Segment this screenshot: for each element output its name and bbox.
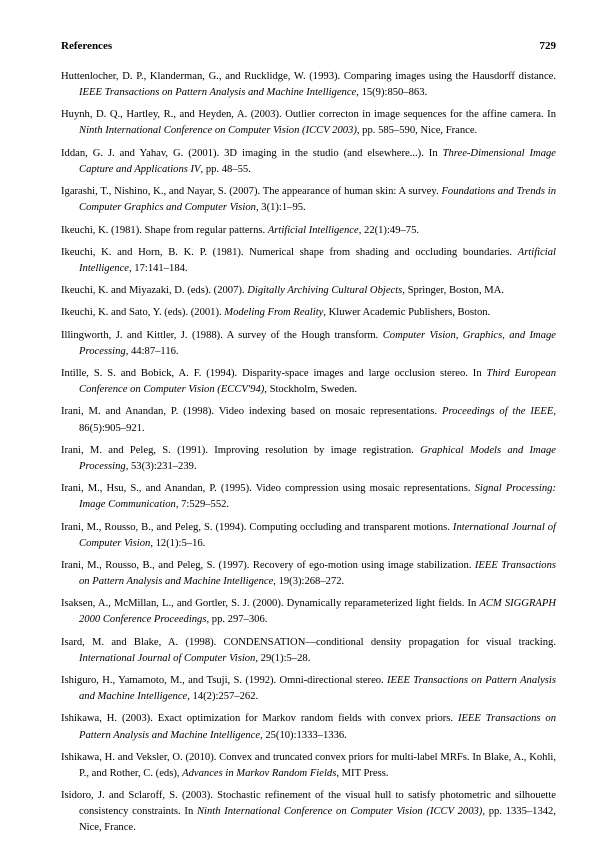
- reference-venue: International Journal of Computer Vision: [79, 652, 256, 664]
- reference-venue: Modeling From Reality: [224, 307, 324, 319]
- reference-entry: [61, 283, 556, 299]
- reference-text: Isaksen, A., McMillan, L., and Gortler, S. J. (2000). Dynamically reparameterized light fields. In: [61, 598, 480, 610]
- reference-entry: [61, 443, 556, 475]
- running-header: [61, 40, 556, 52]
- reference-venue: Ninth International Conference on Computer Vision (ICCV 2003): [196, 806, 483, 818]
- reference-text: , Kluwer Academic Publishers, Boston.: [323, 307, 491, 319]
- reference-text: , pp. 48–55.: [200, 163, 251, 175]
- reference-text: Irani, M., Rousso, B., and Peleg, S. (1994). Computing occluding and transparent motions.: [61, 521, 453, 533]
- reference-text: , 29(1):5–28.: [255, 652, 311, 664]
- reference-venue: Ninth International Conference on Computer Vision (ICCV 2003): [79, 125, 357, 137]
- reference-text: , 12(1):5–16.: [150, 537, 206, 549]
- reference-text: Irani, M. and Peleg, S. (1991). Improving resolution by image registration.: [61, 444, 421, 456]
- reference-entry: [61, 673, 556, 705]
- reference-text: Ikeuchi, K. (1981). Shape from regular patterns.: [61, 224, 268, 236]
- reference-venue: ACM SIGGRAPH 2000 Conference Proceedings: [79, 598, 557, 626]
- reference-venue: IEEE Transactions on Pattern Analysis and Machine Intelligence: [79, 559, 556, 588]
- reference-venue: International Journal of Computer Vision: [79, 521, 556, 549]
- reference-entry: [61, 366, 556, 398]
- reference-entry: [61, 596, 556, 628]
- reference-venue: IEEE Transactions on Pattern Analysis and Machine Intelligence: [79, 713, 556, 741]
- reference-text: , 86(5):905–921.: [79, 406, 556, 434]
- reference-entry: [61, 245, 556, 277]
- reference-venue: Artificial Intelligence: [267, 224, 359, 236]
- reference-venue: Third European Conference on Computer Vision (ECCV'94): [79, 368, 556, 396]
- reference-entry: [61, 520, 556, 552]
- reference-text: , 15(9):850–863.: [356, 87, 428, 99]
- reference-text: Illingworth, J. and Kittler, J. (1988). A survey of the Hough transform.: [61, 329, 383, 341]
- reference-entry: [61, 328, 556, 360]
- reference-text: Ikeuchi, K. and Horn, B. K. P. (1981). Numerical shape from shading and occluding boundaries.: [61, 246, 518, 258]
- reference-text: , Stockholm, Sweden.: [264, 384, 357, 396]
- reference-text: Ishikawa, H. and Veksler, O. (2010). Convex and truncated convex priors for multi-label MRFs. In Blake, A., Kohli, P., and Rother, C. (eds),: [61, 751, 556, 779]
- reference-list: [61, 69, 556, 843]
- reference-text: , 22(1):49–75.: [358, 224, 420, 236]
- reference-text: Isard, M. and Blake, A. (1998). CONDENSATION—conditional density propagation for visual tracking.: [61, 636, 556, 648]
- reference-venue: IEEE Transactions on Pattern Analysis and Machine Intelligence: [79, 87, 357, 99]
- reference-text: Ishikawa, H. (2003). Exact optimization for Markov random fields with convex priors.: [61, 713, 458, 725]
- reference-text: Ikeuchi, K. and Sato, Y. (eds). (2001).: [61, 307, 225, 319]
- reference-text: Irani, M. and Anandan, P. (1998). Video indexing based on mosaic representations.: [61, 406, 442, 418]
- reference-entry: [61, 404, 556, 436]
- reference-text: , pp. 585–590, Nice, France.: [356, 125, 478, 137]
- reference-entry: [61, 69, 556, 101]
- reference-entry: [61, 107, 556, 139]
- reference-text: , 53(3):231–239.: [125, 460, 197, 472]
- reference-text: , MIT Press.: [336, 767, 389, 779]
- reference-entry: [61, 481, 556, 513]
- reference-text: Huttenlocher, D. P., Klanderman, G., and Rucklidge, W. (1993). Comparing images using the Hausdorff distance.: [61, 71, 556, 82]
- reference-text: Irani, M., Hsu, S., and Anandan, P. (1995). Video compression using mosaic representations.: [61, 483, 475, 495]
- reference-text: , Springer, Boston, MA.: [402, 285, 504, 297]
- reference-text: Irani, M., Rousso, B., and Peleg, S. (1997). Recovery of ego-motion using image stabilization.: [61, 559, 475, 571]
- reference-text: , 7:529–552.: [175, 499, 230, 511]
- reference-text: , 17:141–184.: [129, 262, 188, 274]
- reference-text: , 3(1):1–95.: [255, 202, 306, 214]
- section-title: References: [61, 40, 113, 52]
- reference-venue: Proceedings of the IEEE: [441, 406, 554, 418]
- reference-text: Iddan, G. J. and Yahav, G. (2001). 3D imaging in the studio (and elsewhere...). In: [61, 147, 443, 159]
- reference-venue: IEEE Transactions on Pattern Analysis and Machine Intelligence: [79, 675, 556, 703]
- reference-entry: [61, 146, 556, 178]
- reference-entry: [61, 788, 556, 836]
- reference-text: Igarashi, T., Nishino, K., and Nayar, S. (2007). The appearance of human skin: A survey.: [61, 186, 442, 198]
- reference-text: Intille, S. S. and Bobick, A. F. (1994). Disparity-space images and large occlusion stereo. In: [61, 368, 487, 380]
- reference-text: Huynh, D. Q., Hartley, R., and Heyden, A. (2003). Outlier correcton in image sequences for the affine camera. In: [61, 109, 556, 121]
- reference-text: , pp. 1335–1342, Nice, France.: [79, 806, 556, 834]
- reference-venue: Signal Processing: Image Communication: [79, 483, 556, 511]
- reference-entry: [61, 223, 556, 239]
- reference-venue: Foundations and Trends in Computer Graphics and Computer Vision: [79, 186, 556, 214]
- page-number: 729: [539, 40, 556, 52]
- reference-venue: Advances in Markov Random Fields: [182, 767, 337, 779]
- reference-venue: Digitally Archiving Cultural Objects: [247, 285, 403, 297]
- reference-venue: Three-Dimensional Image Capture and Applications IV: [79, 147, 556, 175]
- reference-entry: [61, 750, 556, 782]
- reference-text: , 25(10):1333–1336.: [260, 729, 347, 741]
- reference-text: , 44:87–116.: [125, 345, 179, 357]
- reference-entry: [61, 635, 556, 667]
- reference-text: Ishiguro, H., Yamamoto, M., and Tsuji, S. (1992). Omni-directional stereo.: [61, 675, 388, 687]
- reference-text: Ikeuchi, K. and Miyazaki, D. (eds). (2007).: [61, 285, 248, 297]
- reference-entry: [61, 305, 556, 321]
- reference-text: , pp. 297–306.: [206, 614, 268, 626]
- reference-text: Isidoro, J. and Sclaroff, S. (2003). Stochastic refinement of the visual hull to satisfy photometric and silhouette consistency constraints. In: [61, 790, 556, 818]
- reference-text: , 14(2):257–262.: [187, 691, 259, 703]
- reference-entry: [61, 711, 556, 743]
- reference-entry: [61, 558, 556, 590]
- reference-venue: Graphical Models and Image Processing: [79, 444, 556, 472]
- reference-text: , 19(3):268–272.: [273, 576, 345, 588]
- reference-venue: Artificial Intelligence: [79, 246, 556, 274]
- reference-venue: Computer Vision, Graphics, and Image Processing: [79, 329, 556, 357]
- reference-entry: [61, 184, 556, 216]
